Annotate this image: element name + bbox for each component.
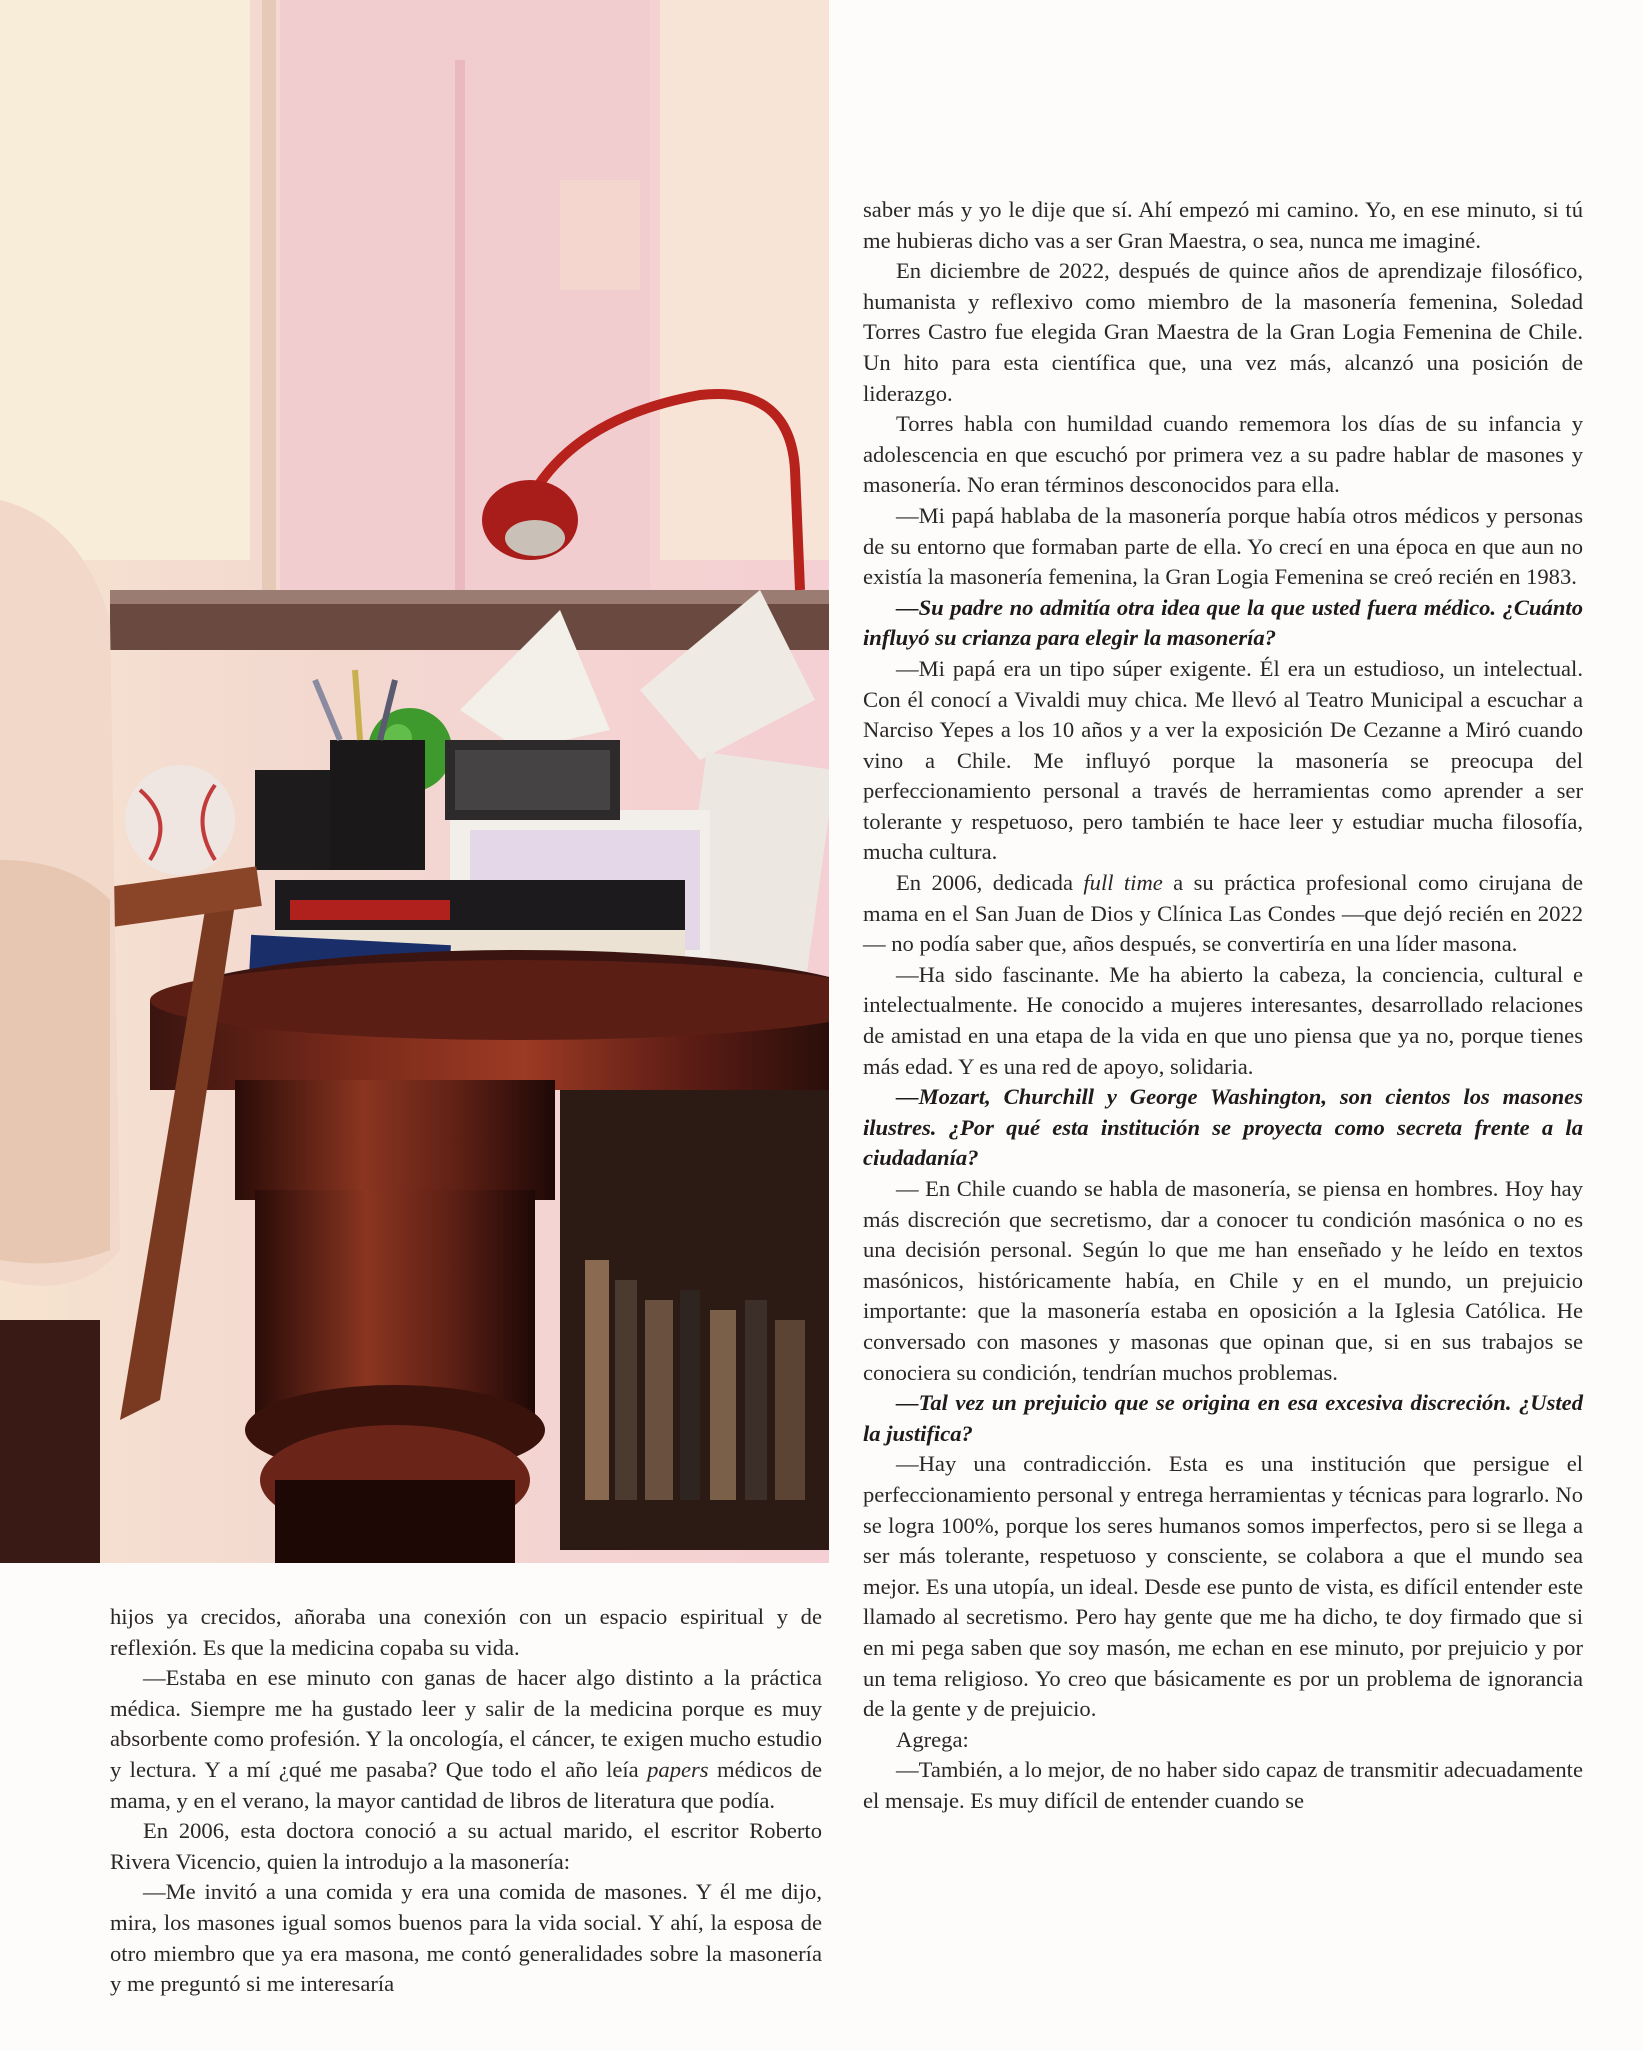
paragraph — [863, 501, 1583, 593]
paragraph — [863, 256, 1583, 409]
text-segment: Torres habla con humildad cuando rememora los días de su infancia y adolescencia en que escuchó por primera vez a su padre hablar de masones y masonería. No eran términos desconocidos para ella. — [863, 411, 1583, 498]
text-segment: —Me invitó a una comida y era una comida de masones. Y él me dijo, mira, los masones igual somos buenos para la vida social. Y ahí, la esposa de otro miembro que ya era masona, me contó generalidades sobre la masonería y me preguntó si me interesaría — [110, 1879, 822, 1997]
text-segment: a su práctica profesional como cirujana de mama en el San Juan de Dios y Clínica Las Condes —que dejó recién en 2022— no podía saber que, años después, se convertiría en una líder masona. — [863, 870, 1583, 957]
text-segment: — En Chile cuando se habla de masonería, se piensa en hombres. Hoy hay más discreción que secretismo, dar a conocer tu condición masónica o no es una decisión personal. Según lo que me han enseñado y he leído en textos masónicos, históricamente había, en Chile y en el mundo, un prejuicio importante: que la masonería estaba en oposición a la Iglesia Católica. He conversado con masones y masonas que opinan que, si en sus trabajos se conociera su condición, tendrían muchos problemas. — [863, 1176, 1583, 1385]
paragraph — [863, 1174, 1583, 1388]
paragraph — [110, 1877, 822, 1999]
text-segment: —Estaba en ese minuto con ganas de hacer algo distinto a la práctica médica. Siempre me ha gustado leer y salir de la medicina porque es muy absorbente como profesión. Y la oncología, el cáncer, te exigen mucho estudio y lectura. Y a mí ¿qué me pasaba? Que todo el año leía — [110, 1665, 822, 1782]
paragraph — [110, 1816, 822, 1877]
text-segment: —También, a lo mejor, de no haber sido capaz de transmitir adecuadamente el mensaje. Es muy difícil de entender cuando se — [863, 1757, 1583, 1813]
italic-text: full time — [1083, 870, 1163, 896]
text-segment: —Mi papá era un tipo súper exigente. Él era un estudioso, un intelectual. Con él conocí a Vivaldi muy chica. Me llevó al Teatro Municipal a escuchar a Narciso Yepes a los 10 años y a ver la exposición De Cezanne a Miró cuando vino a Chile. Me influyó porque la masonería se preocupa del perfeccionamiento personal a través de herramientas como aprender a ser tolerante y respetuoso, pero también te hace leer y estudiar mucha filosofía, mucha cultura. — [863, 655, 1583, 865]
text-segment: En 2006, esta doctora conoció a su actual marido, el escritor Roberto Rivera Vicencio, quien la introdujo a la masonería: — [110, 1818, 822, 1874]
paragraph-continuation — [863, 195, 1583, 256]
italic-text: papers — [647, 1756, 709, 1782]
text-segment: —Hay una contradicción. Esta es una institución que persigue el perfeccionamiento personal y entrega herramientas y técnicas para lograrlo. No se logra 100%, porque los seres humanos somos imperfectos, pero si se llega a ser más tolerante, respetuoso y consciente, se colabora a que el mundo sea mejor. Es una utopía, un ideal. Desde ese punto de vista, es difícil entender este llamado al secretismo. Pero hay gente que me ha dicho, te doy firmado que si en mi pega saben que soy masón, me echan en ese minuto, por prejuicio y por un tema religioso. Yo creo que básicamente es por un problema de ignorancia de la gente y de prejuicio. — [863, 1451, 1583, 1722]
interview-question — [863, 1082, 1583, 1174]
text-segment: —Tal vez un prejuicio que se origina en esa excesiva discreción. ¿Usted la justifica? — [863, 1390, 1583, 1446]
paragraph — [863, 1725, 1583, 1756]
paragraph — [863, 960, 1583, 1082]
text-segment: —Su padre no admitía otra idea que la que usted fuera médico. ¿Cuánto influyó su crianza para elegir la masonería? — [863, 594, 1583, 651]
interview-question — [863, 1388, 1583, 1449]
text-segment: médicos de mama, y en el verano, la mayor cantidad de libros de literatura que podía. — [110, 1756, 823, 1813]
text-segment: hijos ya crecidos, añoraba una conexión con un espacio espiritual y de reflexión. Es que la medicina copaba su vida. — [110, 1604, 822, 1660]
text-segment: —Mi papá hablaba de la masonería porque había otros médicos y personas de su entorno que formaban parte de ella. Yo crecí en una época en que aun no existía la masonería femenina, la Gran Logia Femenina se creó recién en 1983. — [863, 502, 1583, 590]
text-segment: Agrega: — [896, 1726, 969, 1752]
article-column-right — [863, 195, 1583, 1816]
text-segment: —Mozart, Churchill y George Washington, son cientos los masones ilustres. ¿Por qué esta institución se proyecta como secreta frente a la ciudadanía? — [863, 1084, 1583, 1171]
text-segment: saber más y yo le dije que sí. Ahí empezó mi camino. Yo, en ese minuto, si tú me hubieras dicho vas a ser Gran Maestra, o sea, nunca me imaginé. — [863, 197, 1583, 253]
desk-photo-illustration — [0, 0, 829, 1563]
article-column-left — [110, 1602, 822, 2000]
interview-question — [863, 593, 1583, 654]
text-segment: —Ha sido fascinante. Me ha abierto la cabeza, la conciencia, cultural e intelectualmente. He conocido a mujeres interesantes, desarrollado relaciones de amistad en una etapa de la vida en que uno piensa que ya no, porque tienes más edad. Y es una red de apoyo, solidaria. — [863, 961, 1583, 1079]
text-segment: En diciembre de 2022, después de quince años de aprendizaje filosófico, humanista y reflexivo como miembro de la masonería femenina, Soledad Torres Castro fue elegida Gran Maestra de la Gran Logia Femenina de Chile. Un hito para esta científica que, una vez más, alcanzó una posición de liderazgo. — [863, 258, 1583, 406]
paragraph — [863, 409, 1583, 501]
article-photo — [0, 0, 829, 1563]
paragraph — [110, 1663, 822, 1816]
text-segment: En 2006, dedicada — [896, 870, 1084, 896]
paragraph — [863, 868, 1583, 960]
paragraph-continuation — [110, 1602, 822, 1663]
paragraph — [863, 1449, 1583, 1724]
paragraph — [863, 654, 1583, 868]
paragraph — [863, 1755, 1583, 1816]
